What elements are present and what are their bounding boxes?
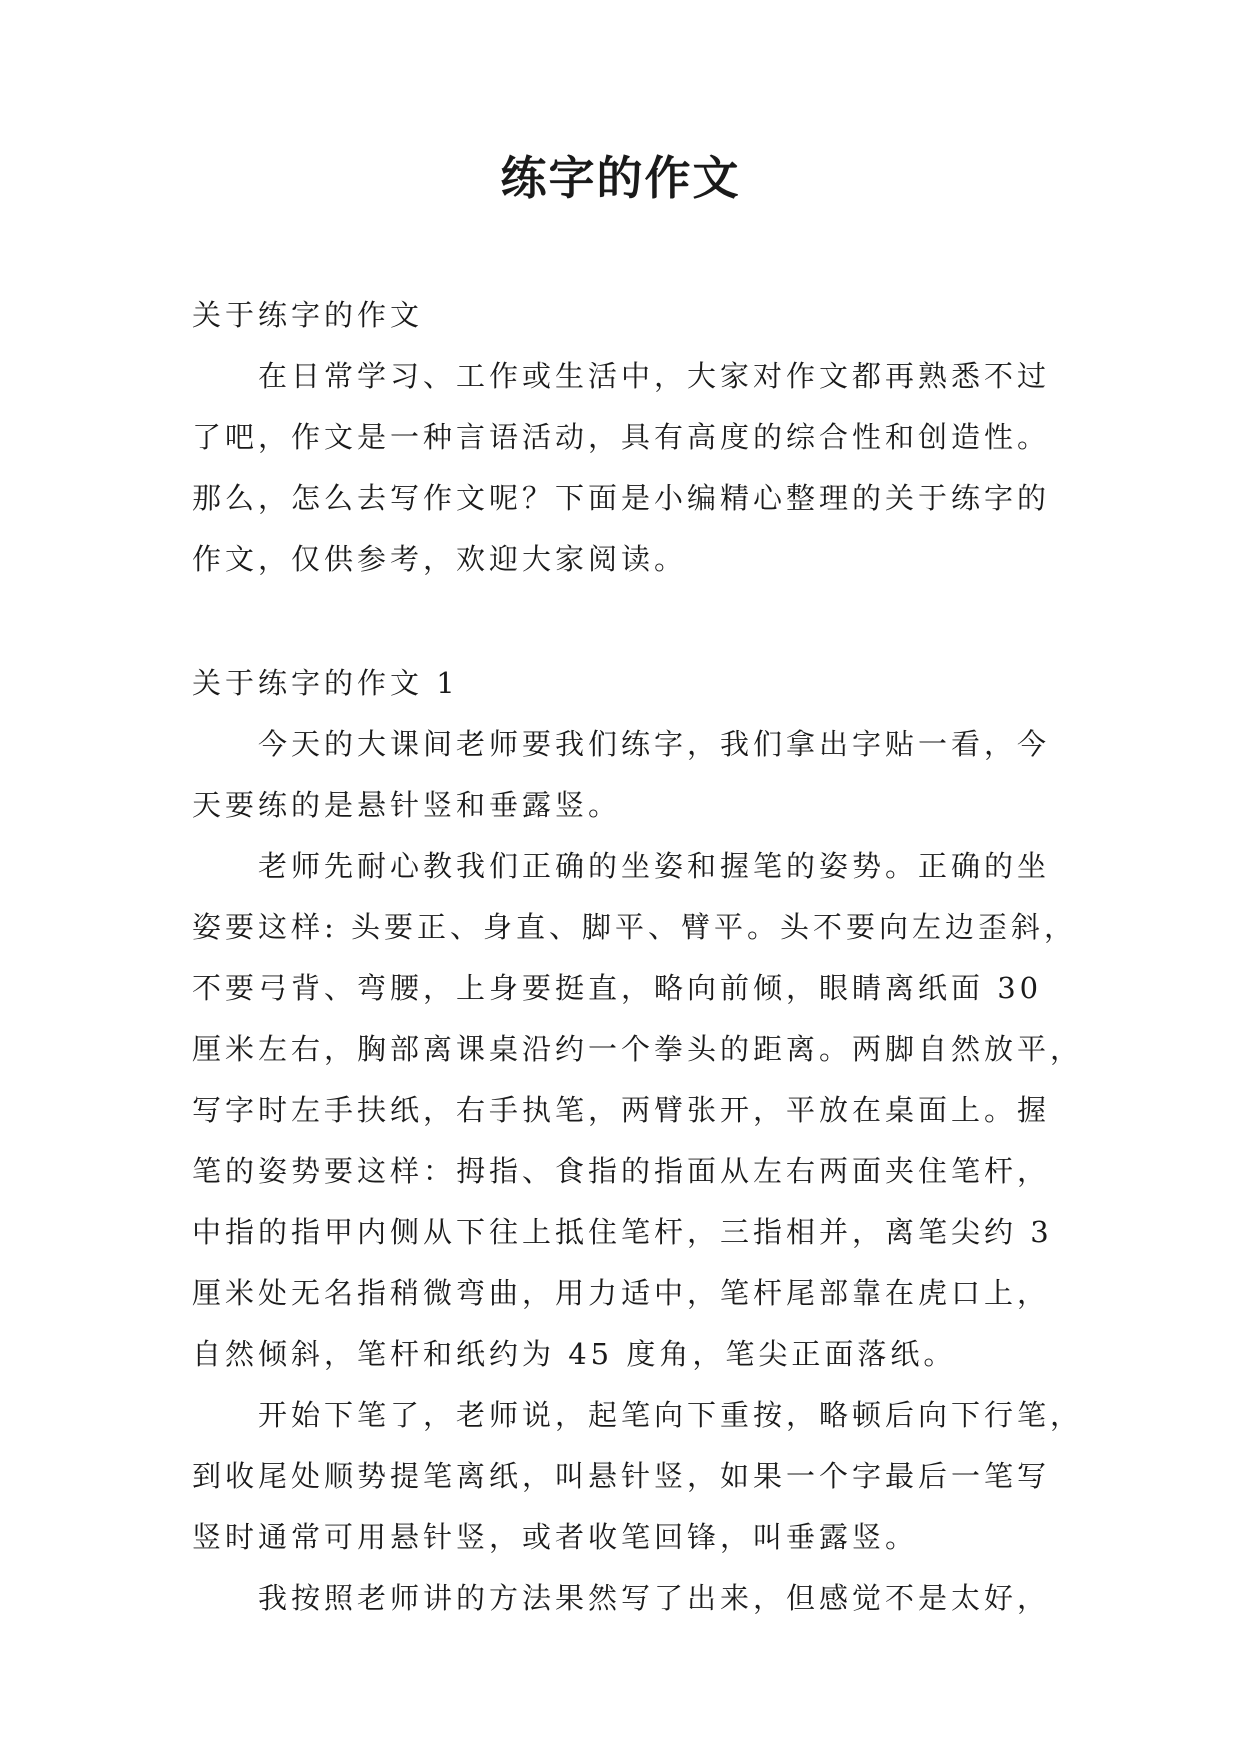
text-line: 竖时通常可用悬针竖，或者收笔回锋，叫垂露竖。 [192,1520,919,1554]
text-line: 在日常学习、工作或生活中，大家对作文都再熟悉不过 [258,359,1051,393]
intro-paragraph [192,346,1062,590]
blank-line [192,590,1062,653]
paragraph [192,836,1084,1385]
paragraph [192,714,1062,836]
text-line: 今天的大课间老师要我们练字，我们拿出字贴一看，今 [258,727,1051,761]
text-line: 我按照老师讲的方法果然写了出来，但感觉不是太好， [258,1581,1051,1615]
text-line: 笔的姿势要这样：拇指、食指的指面从左右两面夹住笔杆， [192,1154,1051,1188]
heading: 关于练字的作文 [192,298,424,332]
text-line: 厘米左右，胸部离课桌沿约一个拳头的距离。两脚自然放平， [192,1032,1084,1066]
text-line: 天要练的是悬针竖和垂露竖。 [192,788,622,822]
text-line: 姿要这样: 头要正、身直、脚平、臂平。头不要向左边歪斜， [192,910,1077,944]
text-line: 不要弓背、弯腰，上身要挺直，略向前倾，眼睛离纸面 30 [192,971,1043,1005]
text-line: 厘米处无名指稍微弯曲，用力适中，笔杆尾部靠在虎口上， [192,1276,1051,1310]
text-line: 作文，仅供参考，欢迎大家阅读。 [192,542,688,576]
text-line: 自然倾斜，笔杆和纸约为 45 度角，笔尖正面落纸。 [192,1337,957,1371]
document-body [192,285,1084,1629]
text-line: 那么，怎么去写作文呢？下面是小编精心整理的关于练字的 [192,481,1051,515]
section-heading: 关于练字的作文 1 [192,666,459,700]
text-line: 中指的指甲内侧从下往上抵住笔杆，三指相并，离笔尖约 3 [192,1215,1053,1249]
document-title: 练字的作文 [500,151,741,205]
paragraph [192,1385,1084,1568]
text-line: 了吧，作文是一种言语活动，具有高度的综合性和创造性。 [192,420,1051,454]
text-line: 写字时左手扶纸，右手执笔，两臂张开，平放在桌面上。握 [192,1093,1051,1127]
paragraph [192,1568,1062,1629]
text-line: 开始下笔了，老师说，起笔向下重按，略顿后向下行笔， [258,1398,1084,1432]
text-line: 到收尾处顺势提笔离纸，叫悬针竖，如果一个字最后一笔写 [192,1459,1051,1493]
text-line: 老师先耐心教我们正确的坐姿和握笔的姿势。正确的坐 [258,849,1051,883]
